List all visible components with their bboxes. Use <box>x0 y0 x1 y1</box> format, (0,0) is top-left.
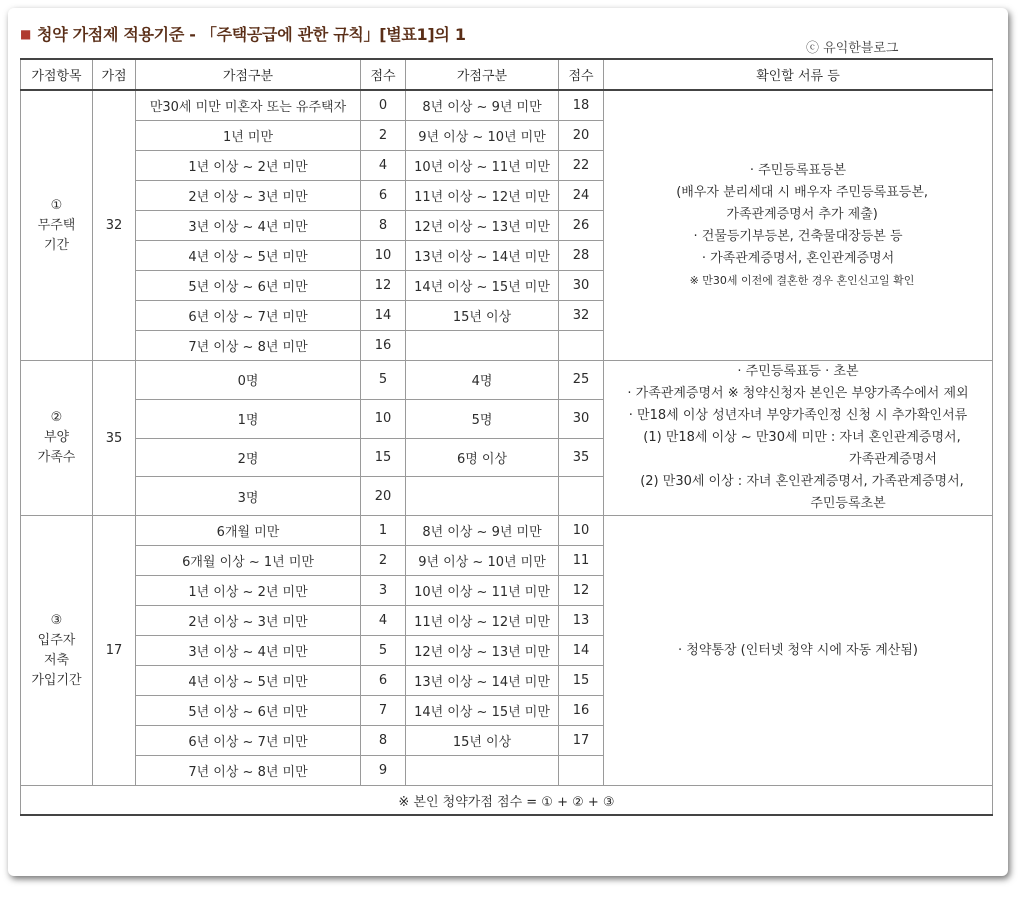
score-cell <box>559 331 604 361</box>
category-cell <box>21 361 93 516</box>
score-cell: 20 <box>361 477 406 516</box>
score-cell: 3 <box>361 576 406 606</box>
criteria-cell: 6명 이상 <box>406 438 559 477</box>
score-cell: 2 <box>361 546 406 576</box>
category-number: ② <box>50 410 63 425</box>
max-score-cell: 35 <box>93 361 136 516</box>
criteria-cell: 9년 이상 ~ 10년 미만 <box>406 546 559 576</box>
document-line: · 건물등기부등본, 건축물대장등본 등 <box>693 228 903 244</box>
header-cell: 확인할 서류 등 <box>604 59 993 90</box>
score-cell: 7 <box>361 696 406 726</box>
score-cell: 14 <box>559 636 604 666</box>
criteria-cell: 9년 이상 ~ 10년 미만 <box>406 121 559 151</box>
score-cell: 25 <box>559 361 604 400</box>
criteria-cell: 8년 이상 ~ 9년 미만 <box>406 90 559 121</box>
score-cell: 12 <box>559 576 604 606</box>
criteria-cell: 3년 이상 ~ 4년 미만 <box>136 211 361 241</box>
criteria-cell: 1년 이상 ~ 2년 미만 <box>136 576 361 606</box>
criteria-cell: 3명 <box>136 477 361 516</box>
criteria-cell: 4년 이상 ~ 5년 미만 <box>136 666 361 696</box>
table-row <box>21 90 993 121</box>
document-line: · 청약통장 (인터넷 청약 시에 자동 계산됨) <box>678 642 918 658</box>
table-row <box>21 516 993 546</box>
score-cell: 11 <box>559 546 604 576</box>
title-text: 청약 가점제 적용기준 - 「주택공급에 관한 규칙」[별표1]의 1 <box>37 25 466 44</box>
score-cell: 8 <box>361 211 406 241</box>
criteria-cell: 14년 이상 ~ 15년 미만 <box>406 696 559 726</box>
documents-cell <box>604 361 993 516</box>
score-cell: 16 <box>559 696 604 726</box>
score-cell: 15 <box>361 438 406 477</box>
score-cell: 32 <box>559 301 604 331</box>
score-cell: 12 <box>361 271 406 301</box>
document-line: (배우자 분리세대 시 배우자 주민등록표등본, <box>667 184 929 200</box>
header-cell: 가점항목 <box>21 59 93 90</box>
category-name-line: 부양 <box>43 430 70 445</box>
criteria-cell <box>406 331 559 361</box>
criteria-cell: 0명 <box>136 361 361 400</box>
document-line: · 주민등록표등본 <box>749 162 847 178</box>
criteria-cell: 7년 이상 ~ 8년 미만 <box>136 331 361 361</box>
score-cell: 30 <box>559 399 604 438</box>
score-cell: 14 <box>361 301 406 331</box>
header-cell: 점수 <box>559 59 604 90</box>
document-line: (1) 만18세 이상 ~ 만30세 미만 : 자녀 혼인관계증명서, <box>643 430 961 445</box>
watermark: ⓒ 유익한블로그 <box>806 41 899 56</box>
score-cell: 30 <box>559 271 604 301</box>
max-score-cell: 32 <box>93 90 136 361</box>
score-cell: 5 <box>361 636 406 666</box>
table-body <box>21 90 993 786</box>
criteria-cell: 11년 이상 ~ 12년 미만 <box>406 181 559 211</box>
document-line: (2) 만30세 이상 : 자녀 혼인관계증명서, 가족관계증명서, <box>640 474 964 489</box>
criteria-cell: 13년 이상 ~ 14년 미만 <box>406 666 559 696</box>
criteria-cell: 4년 이상 ~ 5년 미만 <box>136 241 361 271</box>
score-cell: 24 <box>559 181 604 211</box>
score-cell: 18 <box>559 90 604 121</box>
criteria-cell: 6년 이상 ~ 7년 미만 <box>136 301 361 331</box>
criteria-cell: 1명 <box>136 399 361 438</box>
document-line: 가족관계증명서 추가 제출) <box>718 206 878 222</box>
criteria-cell: 13년 이상 ~ 14년 미만 <box>406 241 559 271</box>
criteria-cell: 15년 이상 <box>406 301 559 331</box>
score-cell: 9 <box>361 756 406 786</box>
score-cell: 6 <box>361 181 406 211</box>
criteria-cell: 5년 이상 ~ 6년 미만 <box>136 271 361 301</box>
criteria-cell: 10년 이상 ~ 11년 미만 <box>406 151 559 181</box>
category-cell <box>21 90 93 361</box>
page-title <box>20 22 466 45</box>
criteria-cell: 14년 이상 ~ 15년 미만 <box>406 271 559 301</box>
document-line: · 가족관계증명서, 혼인관계증명서 <box>701 250 895 266</box>
max-score-cell: 17 <box>93 516 136 786</box>
score-cell: 17 <box>559 726 604 756</box>
score-cell: 8 <box>361 726 406 756</box>
header-cell: 점수 <box>361 59 406 90</box>
score-cell: 4 <box>361 151 406 181</box>
score-cell <box>559 756 604 786</box>
criteria-cell: 7년 이상 ~ 8년 미만 <box>136 756 361 786</box>
score-cell: 16 <box>361 331 406 361</box>
criteria-cell: 5명 <box>406 399 559 438</box>
criteria-cell: 6개월 이상 ~ 1년 미만 <box>136 546 361 576</box>
criteria-cell: 2년 이상 ~ 3년 미만 <box>136 181 361 211</box>
criteria-cell: 2년 이상 ~ 3년 미만 <box>136 606 361 636</box>
title-marker: ■ <box>20 27 32 41</box>
score-cell: 22 <box>559 151 604 181</box>
criteria-cell: 6년 이상 ~ 7년 미만 <box>136 726 361 756</box>
criteria-cell: 4명 <box>406 361 559 400</box>
score-cell: 10 <box>361 241 406 271</box>
document-note: ※ 만30세 이전에 결혼한 경우 혼인신고일 확인 <box>689 273 915 287</box>
score-cell: 6 <box>361 666 406 696</box>
score-cell: 0 <box>361 90 406 121</box>
criteria-cell: 11년 이상 ~ 12년 미만 <box>406 606 559 636</box>
criteria-cell: 12년 이상 ~ 13년 미만 <box>406 211 559 241</box>
criteria-cell: 10년 이상 ~ 11년 미만 <box>406 576 559 606</box>
document-line: 가족관계증명서 <box>849 452 937 467</box>
score-cell: 10 <box>361 399 406 438</box>
criteria-cell <box>406 477 559 516</box>
score-cell: 26 <box>559 211 604 241</box>
document-line: · 가족관계증명서 ※ 청약신청자 본인은 부양가족수에서 제외 <box>627 386 969 401</box>
table-row <box>21 361 993 400</box>
criteria-cell: 12년 이상 ~ 13년 미만 <box>406 636 559 666</box>
score-cell <box>559 477 604 516</box>
criteria-cell: 2명 <box>136 438 361 477</box>
header-cell: 가점구분 <box>136 59 361 90</box>
category-name-line: 가입기간 <box>31 672 82 688</box>
documents-cell <box>604 516 993 786</box>
score-cell: 15 <box>559 666 604 696</box>
score-cell: 1 <box>361 516 406 546</box>
total-formula: ※ 본인 청약가점 점수 = ① + ② + ③ <box>21 786 993 816</box>
criteria-cell: 1년 이상 ~ 2년 미만 <box>136 151 361 181</box>
criteria-cell: 5년 이상 ~ 6년 미만 <box>136 696 361 726</box>
score-cell: 20 <box>559 121 604 151</box>
score-cell: 28 <box>559 241 604 271</box>
score-cell: 4 <box>361 606 406 636</box>
footer-row <box>21 786 993 816</box>
category-cell <box>21 516 93 786</box>
category-number: ③ <box>50 612 63 628</box>
header-cell: 가점 <box>93 59 136 90</box>
score-cell: 35 <box>559 438 604 477</box>
score-table <box>20 58 993 816</box>
criteria-cell: 15년 이상 <box>406 726 559 756</box>
score-cell: 2 <box>361 121 406 151</box>
score-cell: 10 <box>559 516 604 546</box>
criteria-cell: 1년 미만 <box>136 121 361 151</box>
criteria-cell: 3년 이상 ~ 4년 미만 <box>136 636 361 666</box>
criteria-cell <box>406 756 559 786</box>
header-cell: 가점구분 <box>406 59 559 90</box>
criteria-cell: 8년 이상 ~ 9년 미만 <box>406 516 559 546</box>
document-line: · 만18세 이상 성년자녀 부양가족인정 신청 시 추가확인서류 <box>628 408 968 423</box>
score-cell: 13 <box>559 606 604 636</box>
documents-cell <box>604 90 993 361</box>
header-row <box>21 59 993 90</box>
category-name-line: 기간 <box>43 237 70 253</box>
score-cell: 5 <box>361 361 406 400</box>
criteria-cell: 만30세 미만 미혼자 또는 유주택자 <box>136 90 361 121</box>
category-name-line: 저축 <box>43 652 70 668</box>
document-line: 주민등록초본 <box>810 496 886 511</box>
criteria-cell: 6개월 미만 <box>136 516 361 546</box>
category-name-line: 입주자 <box>37 632 76 648</box>
category-name-line: 무주택 <box>37 217 76 233</box>
category-number: ① <box>50 197 63 213</box>
category-name-line: 가족수 <box>37 450 76 465</box>
document-line: · 주민등록표등 · 초본 <box>737 364 859 379</box>
